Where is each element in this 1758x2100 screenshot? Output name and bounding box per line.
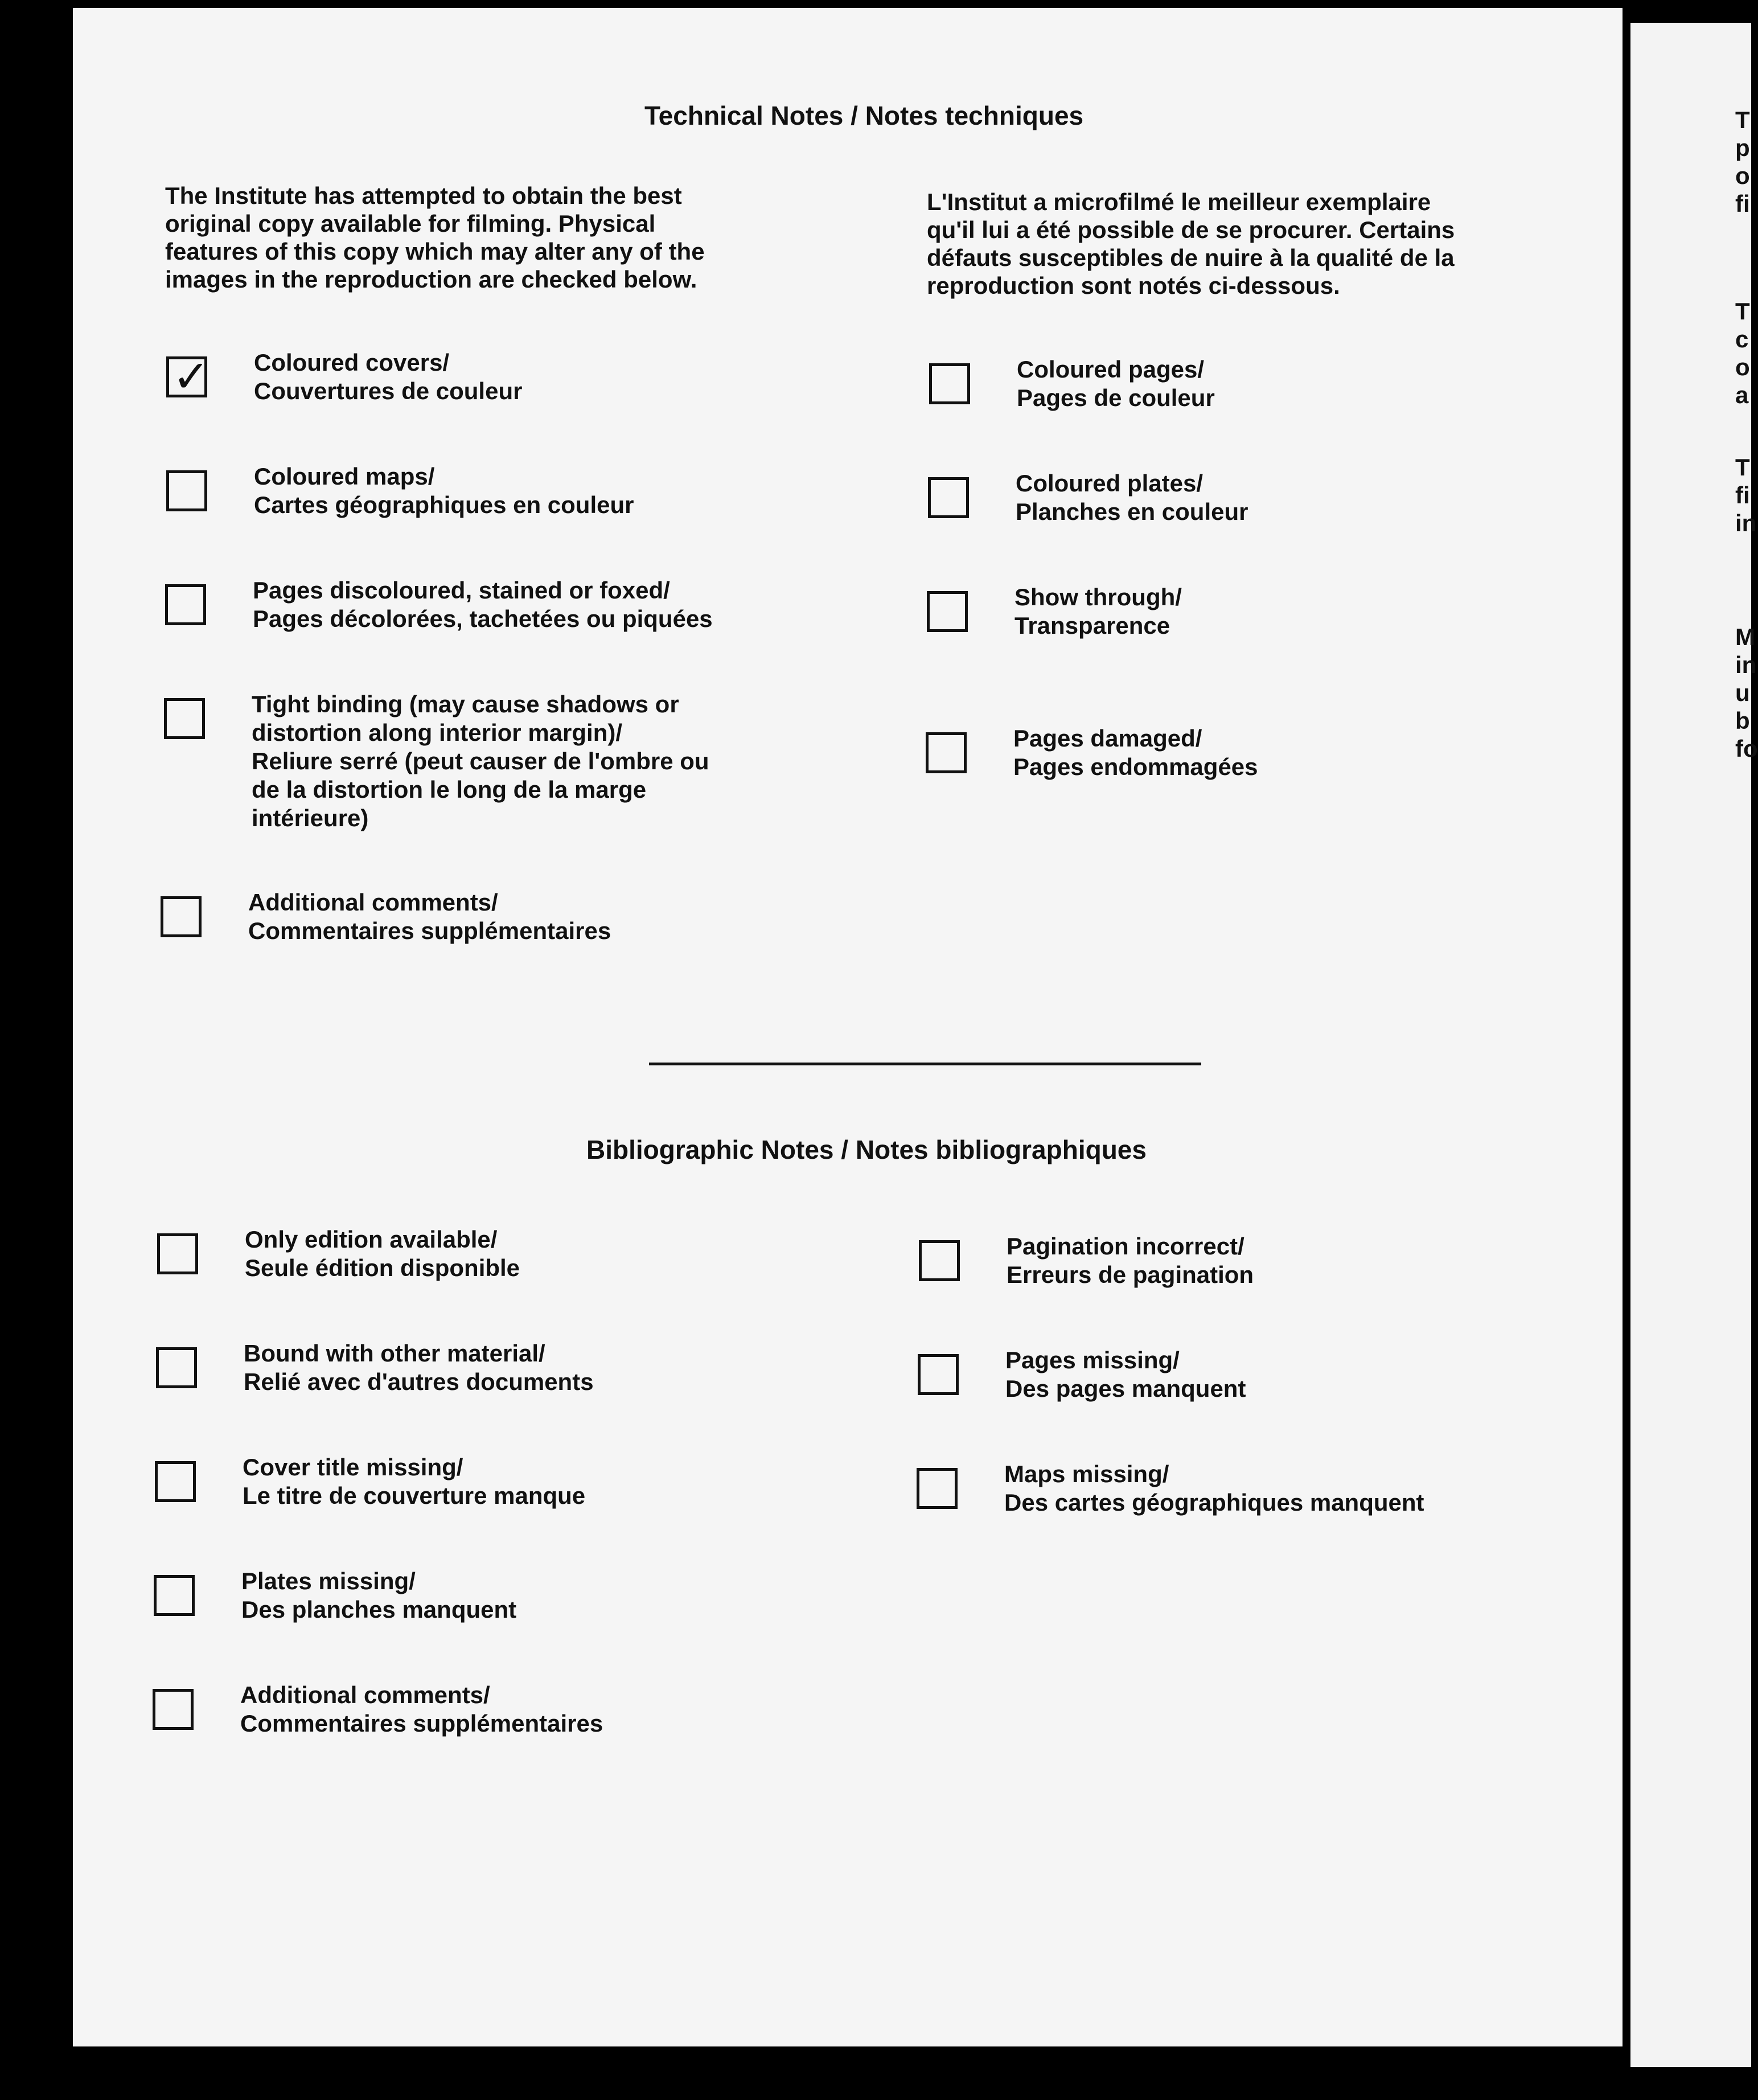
checkbox-bound-with-other[interactable] [156, 1347, 197, 1388]
option-label: Tight binding (may cause shadows or distortion along interior margin)/ Reliure serré (peut causer de l'ombre ou de la distortion le long de la marge intérieure) [252, 691, 709, 831]
checkbox-additional-comments-bibliographic[interactable] [153, 1689, 194, 1730]
checkbox-cover-title-missing[interactable] [155, 1461, 196, 1502]
option-label: Pages discoloured, stained or foxed/ Pages décolorées, tachetées ou piquées [253, 577, 713, 632]
checkmark-icon: ✓ [172, 351, 210, 403]
checkbox-maps-missing[interactable] [917, 1468, 958, 1509]
option-label: Additional comments/ Commentaires supplémentaires [240, 1681, 603, 1737]
adjacent-page-text-block: T p o fi [1735, 106, 1750, 217]
intro-english: The Institute has attempted to obtain the best original copy available for filming. Physical features of this copy which may alter any of the images in the reproduction are checked below. [165, 182, 705, 293]
checkbox-coloured-plates[interactable] [928, 477, 969, 518]
checkbox-pages-discoloured[interactable] [165, 584, 206, 625]
option-label: Show through/ Transparence [1014, 584, 1182, 639]
option-label: Pagination incorrect/ Erreurs de pagination [1007, 1233, 1254, 1288]
intro-french: L'Institut a microfilmé le meilleur exemplaire qu'il lui a été possible de se procurer. Certains défauts susceptibles de nuire à la qualité de la reproduction sont notés ci-dessous. [927, 188, 1455, 299]
checkbox-coloured-covers[interactable] [166, 351, 210, 403]
option-label: Coloured plates/ Planches en couleur [1016, 470, 1248, 525]
checkbox-tight-binding[interactable] [164, 698, 205, 739]
section-divider [649, 1063, 1201, 1065]
checkbox-additional-comments-technical[interactable] [161, 896, 202, 937]
option-label: Coloured covers/ Couvertures de couleur [254, 349, 523, 404]
technical-notes-page [73, 8, 1623, 2046]
adjacent-page-text-block: T fi in [1735, 454, 1757, 536]
checkbox-pages-damaged[interactable] [926, 732, 967, 773]
option-label: Pages damaged/ Pages endommagées [1013, 725, 1258, 780]
checkbox-only-edition[interactable] [157, 1233, 198, 1274]
bibliographic-notes-heading: Bibliographic Notes / Notes bibliographiques [586, 1135, 1147, 1164]
option-label: Plates missing/ Des planches manquent [241, 1568, 517, 1623]
adjacent-page-text-block: T c o a [1735, 298, 1750, 408]
technical-notes-heading: Technical Notes / Notes techniques [644, 101, 1084, 130]
checkbox-show-through[interactable] [927, 591, 968, 632]
checkbox-coloured-pages[interactable] [929, 363, 970, 404]
option-label: Coloured maps/ Cartes géographiques en couleur [254, 463, 634, 518]
option-label: Cover title missing/ Le titre de couverture manque [243, 1454, 586, 1509]
checkbox-pages-missing[interactable] [918, 1354, 959, 1395]
checkbox-plates-missing[interactable] [154, 1575, 195, 1616]
option-label: Coloured pages/ Pages de couleur [1017, 356, 1215, 411]
option-label: Additional comments/ Commentaires supplémentaires [248, 889, 611, 944]
adjacent-page-text-block: M in u b fo [1735, 624, 1758, 762]
option-label: Maps missing/ Des cartes géographiques manquent [1004, 1461, 1424, 1516]
checkbox-pagination-incorrect[interactable] [919, 1240, 960, 1281]
option-label: Bound with other material/ Relié avec d'autres documents [244, 1340, 594, 1395]
adjacent-page-edge [1630, 23, 1751, 2067]
option-label: Only edition available/ Seule édition disponible [245, 1226, 520, 1281]
option-label: Pages missing/ Des pages manquent [1005, 1347, 1246, 1402]
checkbox-coloured-maps[interactable] [166, 470, 207, 511]
